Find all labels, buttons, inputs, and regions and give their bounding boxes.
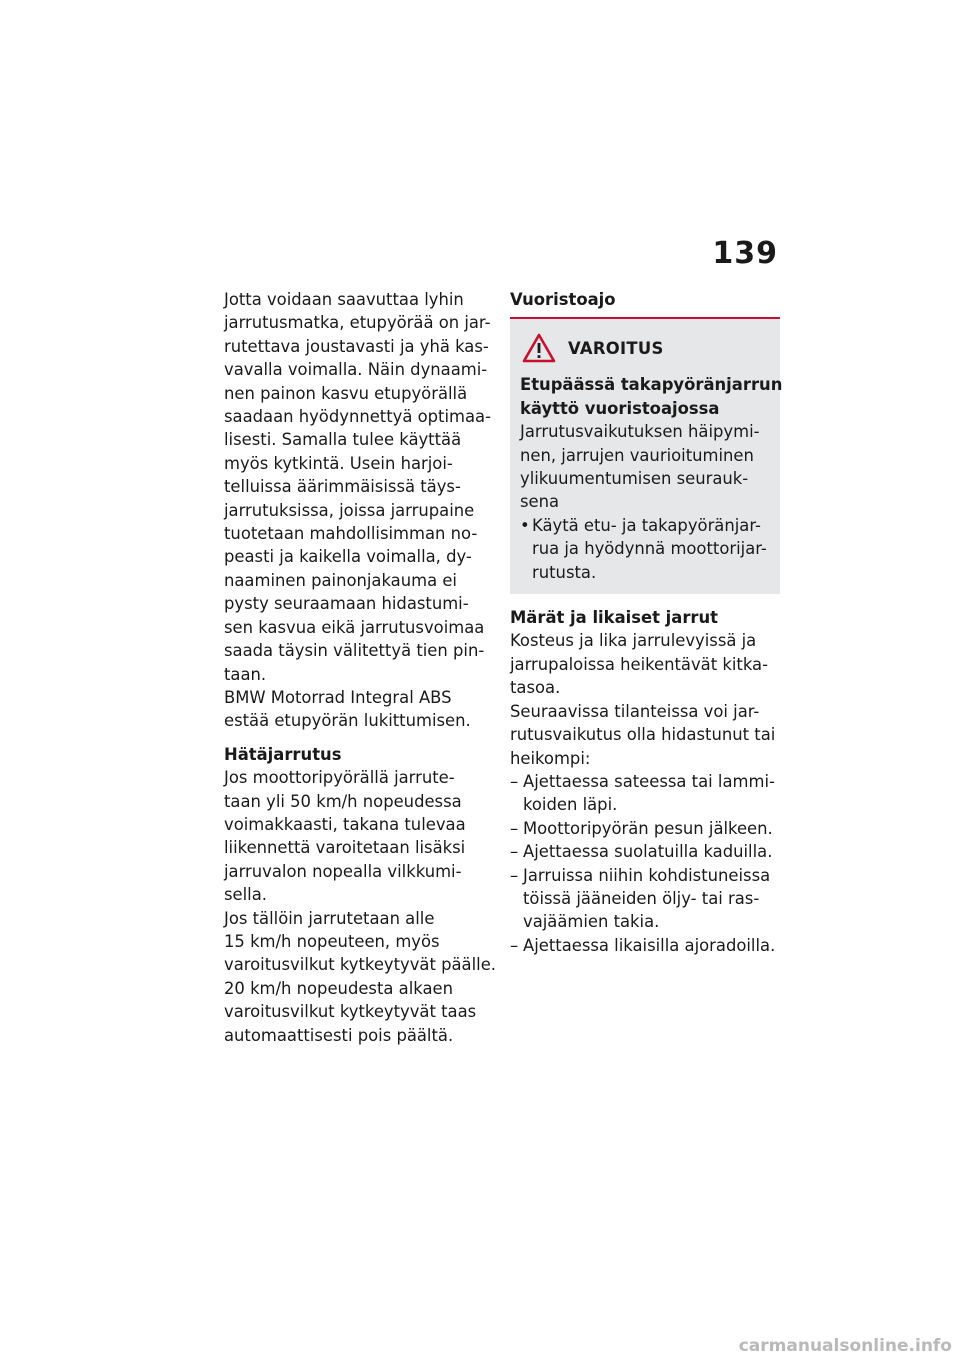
text-line: 20 km/h nopeudesta alkaen [224, 978, 453, 998]
text-line: telluissa äärimmäisissä täys- [224, 477, 461, 497]
text-line: sella. [224, 885, 267, 905]
dash-icon: – [510, 818, 519, 838]
text-line: saadaan hyödynnettyä optimaa- [224, 407, 491, 427]
text-line: BMW Motorrad Integral ABS [224, 687, 452, 707]
text-line: rutettava joustavasti ja yhä kas- [224, 336, 489, 356]
bullet-text-line: Käytä etu- ja takapyöränjar- [532, 515, 761, 535]
text-line: estää etupyörän lukittumisen. [224, 711, 471, 731]
dash-list [510, 770, 780, 957]
warning-text-line: Jarrutusvaikutuksen häipymi- [520, 422, 760, 442]
list-text-line: Ajettaessa likaisilla ajoradoilla. [523, 935, 776, 955]
page-number: 139 [712, 236, 778, 271]
text-line: taan. [224, 664, 267, 684]
warning-text-line: ylikuumentumisen seurauk- [520, 469, 749, 489]
list-text-line: Ajettaessa suolatuilla kaduilla. [523, 842, 773, 862]
warning-header [522, 333, 770, 363]
text-line: nen painon kasvu etupyörällä [224, 383, 468, 403]
text-line: jarruvalon nopealla vilkkumi- [224, 861, 462, 881]
text-line: vavalla voimalla. Näin dynaami- [224, 360, 488, 380]
bullet-text-line: rua ja hyödynnä moottorijar- [532, 539, 767, 559]
dash-list-item [510, 770, 780, 817]
text-line: liikennettä varoitetaan lisäksi [224, 838, 466, 858]
text-line: jarrutuksissa, joissa jarrupaine [224, 500, 475, 520]
text-line: peasti ja kaikella voimalla, dy- [224, 547, 472, 567]
dash-icon: – [510, 865, 519, 885]
dash-list-item [510, 864, 780, 934]
text-line: jarrupaloissa heikentävät kitka- [510, 654, 768, 674]
text-line: voimakkaasti, takana tulevaa [224, 814, 466, 834]
text-line: Jos moottoripyörällä jarrute- [224, 768, 455, 788]
text-line: Jotta voidaan saavuttaa lyhin [224, 290, 464, 309]
text-line: varoitusvilkut kytkeytyvät taas [224, 1002, 477, 1022]
text-line: lisesti. Samalla tulee käyttää [224, 430, 462, 450]
right-column [510, 288, 783, 957]
list-text-line: Moottoripyörän pesun jälkeen. [523, 818, 773, 838]
wet-brakes-heading: Märät ja likaiset jarrut [510, 608, 719, 628]
text-line: sen kasvua eikä jarrutusvoimaa [224, 617, 485, 637]
bullet-text-line: rutusta. [532, 562, 597, 582]
text-line: 15 km/h nopeuteen, myös [224, 931, 440, 951]
dash-icon: – [510, 842, 519, 862]
section-title: Vuoristoajo [510, 290, 616, 309]
list-text-line: Jarruissa niihin kohdistuneissa [523, 865, 771, 885]
emergency-braking-heading: Hätäjarrutus [224, 744, 342, 764]
text-line: Jos tällöin jarrutetaan alle [224, 908, 435, 928]
text-line: automaattisesti pois päältä. [224, 1025, 454, 1045]
dash-list-item [510, 934, 780, 957]
intro-paragraph [224, 288, 496, 733]
text-line: Kosteus ja lika jarrulevyissä ja [510, 631, 757, 651]
text-line: Seuraavissa tilanteissa voi jar- [510, 701, 760, 721]
text-line: tuotetaan mahdollisimman no- [224, 524, 478, 544]
list-text-line: koiden läpi. [523, 795, 618, 815]
warning-heading: käyttö vuoristoajossa [520, 398, 720, 418]
warning-box [510, 319, 783, 594]
text-line: myös kytkintä. Usein harjoi- [224, 453, 453, 473]
text-line: jarrutusmatka, etupyörää on jar- [224, 313, 491, 333]
dash-list-item [510, 840, 780, 863]
dash-icon: – [510, 935, 519, 955]
warning-label: VAROITUS [568, 338, 664, 358]
left-column [224, 288, 496, 1047]
text-line: heikompi: [510, 748, 591, 768]
emergency-paragraph [224, 766, 496, 1047]
warning-text-line: nen, jarrujen vaurioituminen [520, 445, 754, 465]
text-line: varoitusvilkut kytkeytyvät päälle. [224, 955, 497, 975]
text-line: pysty seuraamaan hidastumi- [224, 594, 469, 614]
list-text-line: töissä jääneiden öljy- tai ras- [523, 888, 760, 908]
list-text-line: vajäämien takia. [523, 912, 660, 932]
text-line: taan yli 50 km/h nopeudessa [224, 791, 462, 811]
warning-bullet-item [520, 514, 770, 584]
warning-triangle-icon [522, 333, 556, 363]
text-line: rutusvaikutus olla hidastunut tai [510, 725, 776, 745]
text-line: saada täysin välitettyä tien pin- [224, 641, 485, 661]
wet-brakes-paragraph [510, 629, 780, 769]
text-line: tasoa. [510, 678, 561, 698]
dash-list-item [510, 817, 780, 840]
watermark: carmanualsonline.info [738, 1336, 952, 1356]
bullet-icon: • [520, 515, 530, 535]
warning-heading: Etupäässä takapyöränjarrun [520, 375, 783, 395]
dash-icon: – [510, 771, 519, 791]
warning-text-line: sena [520, 492, 560, 512]
text-line: naaminen painonjakauma ei [224, 570, 457, 590]
list-text-line: Ajettaessa sateessa tai lammi- [523, 771, 775, 791]
